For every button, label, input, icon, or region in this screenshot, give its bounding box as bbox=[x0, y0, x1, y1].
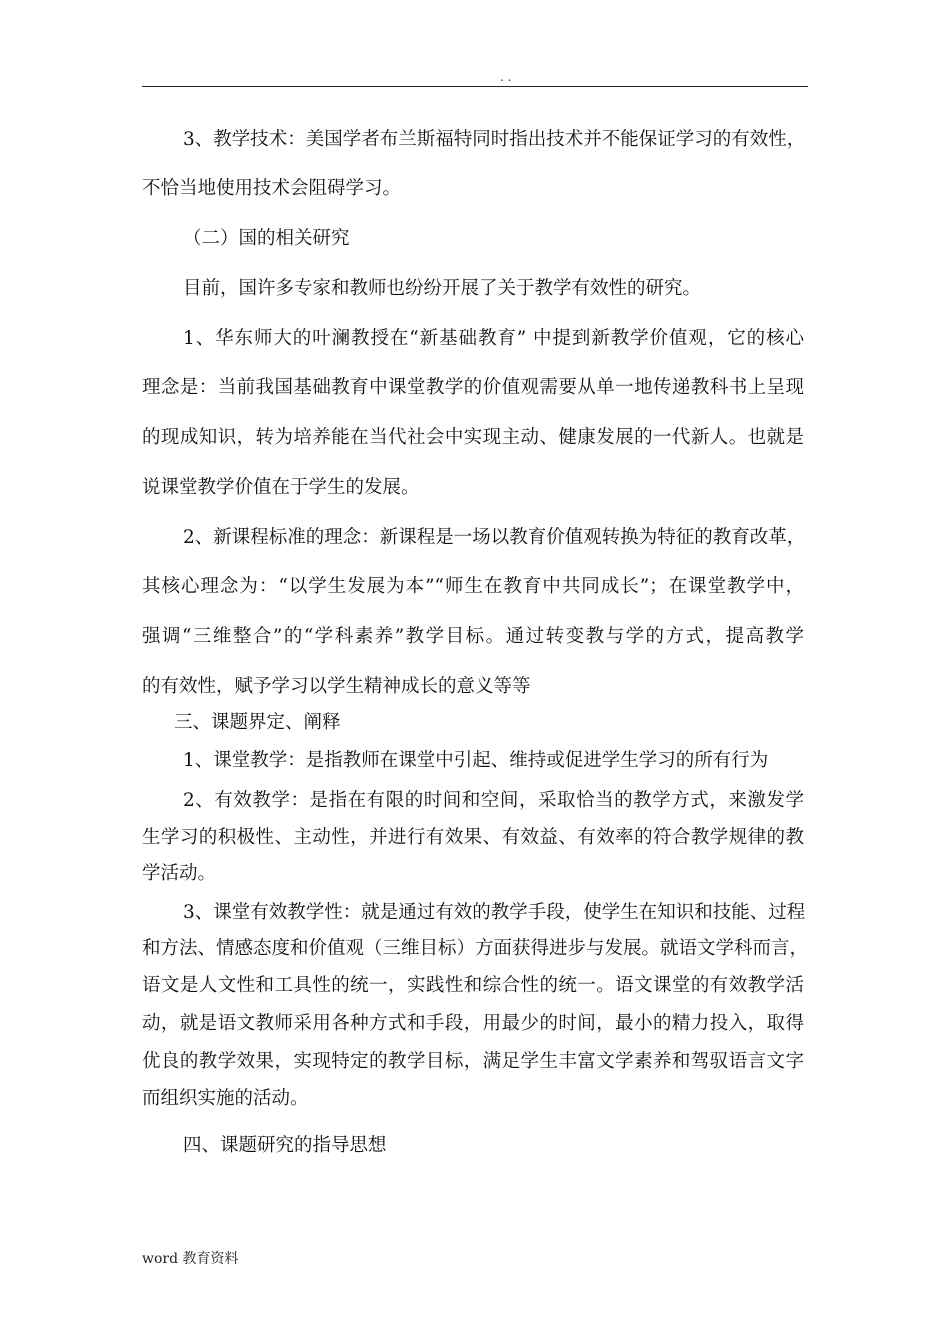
paragraph-line: 学活动。 bbox=[142, 863, 217, 884]
paragraph-line: 强调“三维整合”的“学科素养”教学目标。通过转变教与学的方式，提高教学 bbox=[142, 626, 804, 647]
paragraph-line: 优良的教学效果，实现特定的教学目标，满足学生丰富文学素养和驾驭语言文字 bbox=[142, 1051, 804, 1072]
header-rule bbox=[142, 86, 808, 87]
paragraph-line: 3、教学技术：美国学者布兰斯福特同时指出技术并不能保证学习的有效性， bbox=[183, 129, 806, 150]
paragraph-line: 3、课堂有效教学性：就是通过有效的教学手段，使学生在知识和技能、过程 bbox=[183, 902, 806, 923]
paragraph-line: 1、课堂教学：是指教师在课堂中引起、维持或促进学生学习的所有行为 bbox=[183, 750, 769, 771]
paragraph-line: 动，就是语文教师采用各种方式和手段，用最少的时间，最小的精力投入，取得 bbox=[142, 1013, 804, 1034]
paragraph-line: 其核心理念为：“以学生发展为本”“师生在教育中共同成长”；在课堂教学中， bbox=[142, 576, 804, 597]
section-heading: 三、课题界定、阐释 bbox=[174, 712, 341, 733]
paragraph-line: 2、新课程标准的理念：新课程是一场以教育价值观转换为特征的教育改革， bbox=[183, 527, 806, 548]
paragraph-line: 语文是人文性和工具性的统一，实践性和综合性的统一。语文课堂的有效教学活 bbox=[142, 975, 804, 996]
paragraph-line: 不恰当地使用技术会阻碍学习。 bbox=[142, 178, 402, 199]
paragraph-line: 说课堂教学价值在于学生的发展。 bbox=[142, 477, 420, 498]
paragraph-line: 和方法、情感态度和价值观（三维目标）方面获得进步与发展。就语文学科而言， bbox=[142, 938, 809, 959]
footer-label: word 教育资料 bbox=[142, 1251, 239, 1267]
paragraph-line: 而组织实施的活动。 bbox=[142, 1088, 309, 1109]
paragraph-line: 生学习的积极性、主动性，并进行有效果、有效益、有效率的符合教学规律的教 bbox=[142, 827, 804, 848]
paragraph-line: 的有效性，赋予学习以学生精神成长的意义等等 bbox=[142, 676, 531, 697]
header-dots: . . bbox=[500, 70, 512, 84]
paragraph-line: 目前，国许多专家和教师也纷纷开展了关于教学有效性的研究。 bbox=[183, 278, 702, 299]
paragraph-line: 1、华东师大的叶澜教授在“新基础教育” 中提到新教学价值观，它的核心 bbox=[183, 328, 804, 349]
paragraph-line: 2、有效教学：是指在有限的时间和空间，采取恰当的教学方式，来激发学 bbox=[183, 790, 804, 811]
section-heading: 四、课题研究的指导思想 bbox=[183, 1135, 387, 1156]
paragraph-line: 的现成知识，转为培养能在当代社会中实现主动、健康发展的一代新人。也就是 bbox=[142, 427, 804, 448]
section-heading: （二）国的相关研究 bbox=[183, 228, 350, 249]
paragraph-line: 理念是：当前我国基础教育中课堂教学的价值观需要从单一地传递教科书上呈现 bbox=[142, 377, 804, 398]
